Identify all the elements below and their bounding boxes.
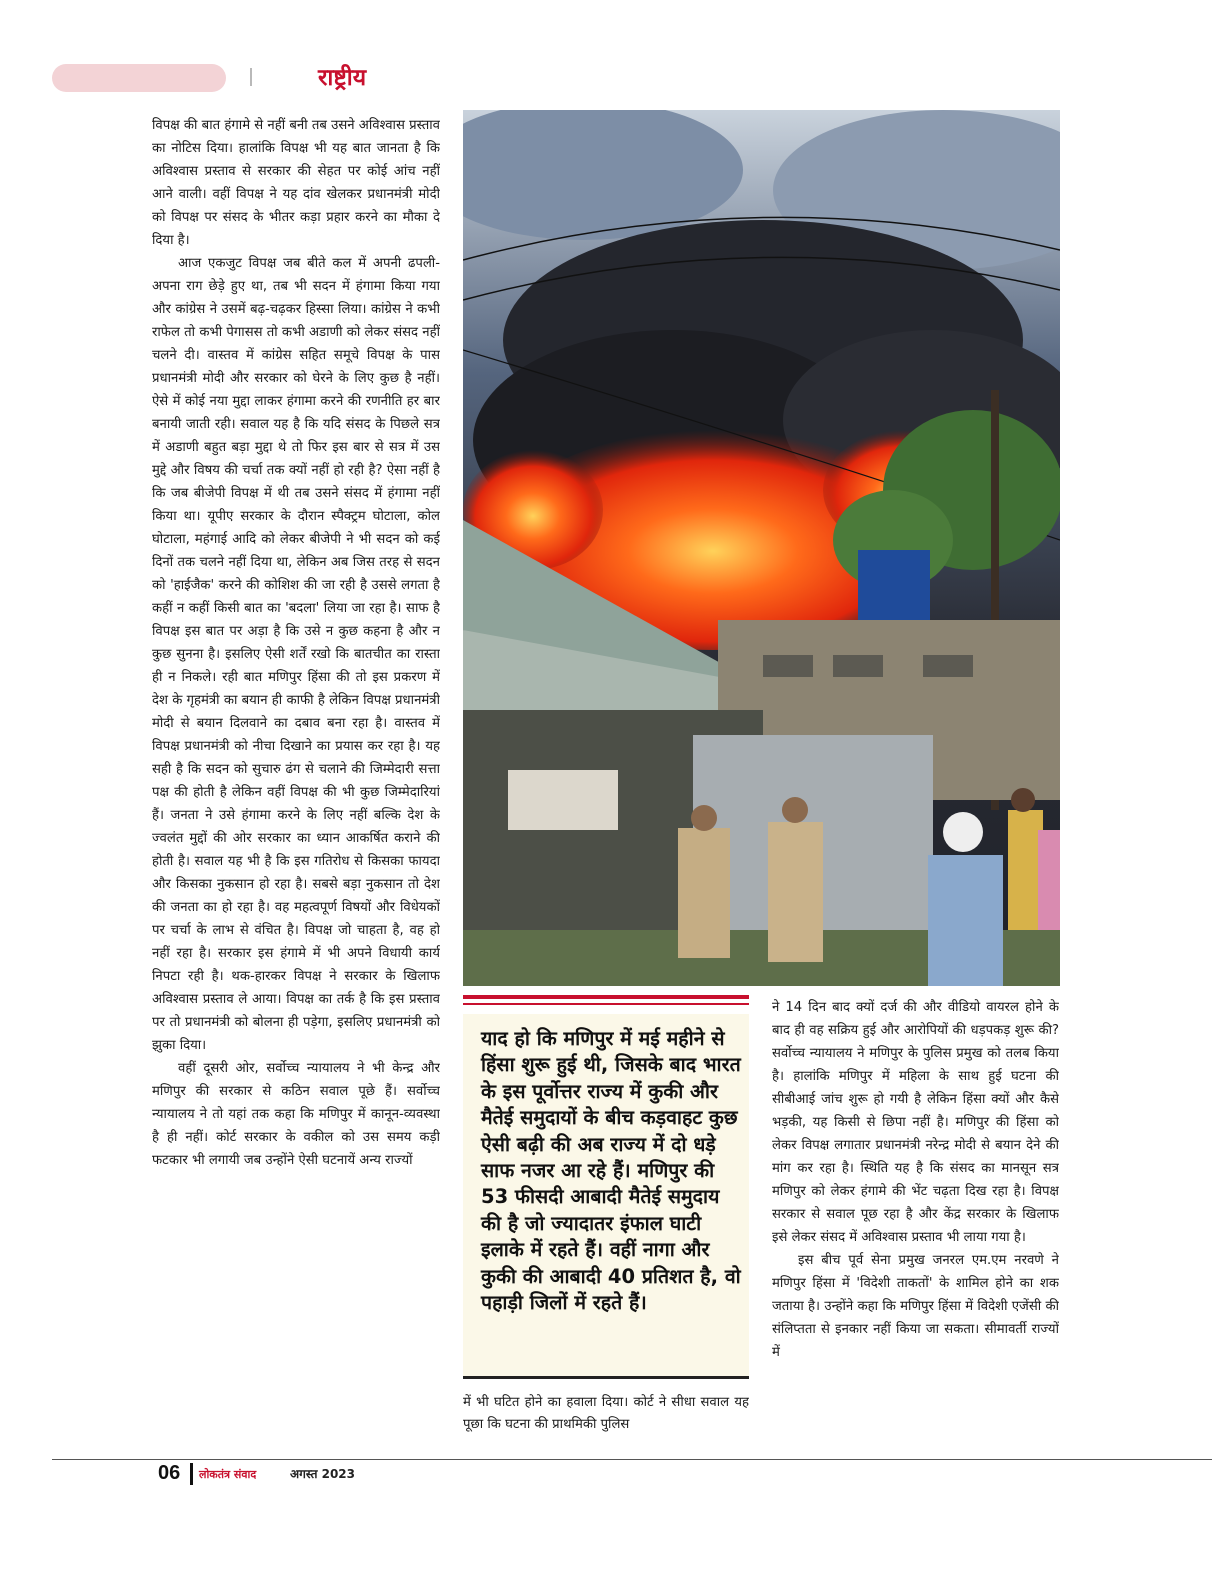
manipur-fire-photo <box>463 110 1060 986</box>
article-column-3 <box>772 996 1059 1444</box>
pullquote-text: याद हो कि मणिपुर में मई महीने से हिंसा शुरू हुई थी, जिसके बाद भारत के इस पूर्वोत्तर राज्य में कुकी और मैतेई समुदायों के बीच कड़वाहट कुछ ऐसी बढ़ी की अब राज्य में दो धड़े साफ नजर आ रहे हैं। मणिपुर की 53 फीसदी आबादी मैतेई समुदाय की है जो ज्यादातर इंफाल घाटी इलाके में रहते हैं। वहीं नागा और कुकी की आबादी 40 प्रतिशत है, वो पहाड़ी जिलों में रहते हैं। <box>481 1027 741 1315</box>
article-paragraph: ने 14 दिन बाद क्यों दर्ज की और वीडियो वायरल होने के बाद ही वह सक्रिय हुई और आरोपियों की धड़पकड़ शुरू की? सर्वोच्च न्यायालय ने मणिपुर के पुलिस प्रमुख को तलब किया है। हालांकि मणिपुर में महिला के साथ हुई घटना की सीबीआई जांच शुरू हो गयी है लेकिन हिंसा क्यों और कैसे भड़की, यह किसी से छिपा नहीं है। मणिपुर की हिंसा को लेकर विपक्ष लगातार प्रधानमंत्री नरेन्द्र मोदी से बयान देने की मांग कर रहा है। स्थिति यह है कि संसद का मानसून सत्र मणिपुर को लेकर हंगामे की भेंट चढ़ता दिख रहा है। विपक्ष सरकार से सवाल पूछ रहा है और केंद्र सरकार के खिलाफ इसे लेकर संसद में अविश्वास प्रस्ताव भी लाया गया है। <box>772 1000 1059 1245</box>
section-title: राष्ट्रीय <box>318 65 367 91</box>
article-paragraph: आज एकजुट विपक्ष जब बीते कल में अपनी ढपली-अपना राग छेड़े हुए था, तब भी सदन में हंगामा किया गया और कांग्रेस ने उसमें बढ़-चढ़कर हिस्सा लिया। कांग्रेस ने कभी राफेल तो कभी पेगासस तो कभी अडाणी को लेकर संसद नहीं चलने दी। वास्तव में कांग्रेस सहित समूचे विपक्ष के पास प्रधानमंत्री मोदी और सरकार को घेरने के लिए कुछ है नहीं। ऐसे में कोई नया मुद्दा लाकर हंगामा करने की रणनीति हर बार बनायी जाती रही। सवाल यह है कि यदि संसद के पिछले सत्र में अडाणी बहुत बड़ा मुद्दा थे तो फिर इस बार से सत्र में उस मुद्दे और विषय की चर्चा तक क्यों नहीं हो रही है? ऐसा नहीं है कि जब बीजेपी विपक्ष में थी तब उसने संसद में हंगामा नहीं किया था। यूपीए सरकार के दौरान स्पैक्ट्रम घोटाला, कोल घोटाला, महंगाई आदि को लेकर बीजेपी ने भी सदन को कई दिनों तक चलने नहीं दिया था, लेकिन अब जिस तरह से सदन को 'हाईजैक' करने की कोशिश की जा रही है उससे लगता है कहीं न कहीं किसी बात का 'बदला' लिया जा रहा है। साफ है विपक्ष इस बात पर अड़ा है कि उसे न कुछ कहना है और न कुछ सुनना है। इसलिए ऐसी शर्तें रखो कि बातचीत का रास्ता ही न निकले। रही बात मणिपुर हिंसा की तो इस प्रकरण में देश के गृहमंत्री का बयान ही काफी है लेकिन विपक्ष प्रधानमंत्री मोदी से बयान दिलवाने का दबाव बना रहा है। वास्तव में विपक्ष प्रधानमंत्री को नीचा दिखाने का प्रयास कर रहा है। यह सही है कि सदन को सुचारु ढंग से चलाने की जिम्मेदारी सत्ता पक्ष की होती है लेकिन वहीं विपक्ष की भी कुछ जिम्मेदारियां हैं। जनता ने उसे हंगामा करने के लिए नहीं बल्कि देश के ज्वलंत मुद्दों की ओर सरकार का ध्यान आकर्षित कराने की होती है। सवाल यह भी है कि इस गतिरोध से किसका फायदा और किसका नुकसान हो रहा है। सबसे बड़ा नुकसान तो देश की जनता का हो रहा है। वह महत्वपूर्ण विषयों और विधेयकों पर चर्चा के लाभ से वंचित है। विपक्ष जो चाहता है, वह हो नहीं रहा है। सरकार इस हंगामे में भी अपने विधायी कार्य निपटा रही है। थक-हारकर विपक्ष ने सरकार के खिलाफ अविश्वास प्रस्ताव ले आया। विपक्ष का तर्क है कि इस प्रस्ताव पर तो प्रधानमंत्री को बोलना ही पड़ेगा, इसलिए प्रधानमंत्री को झुका दिया। <box>152 256 440 1053</box>
article-paragraph: में भी घटित होने का हवाला दिया। कोर्ट ने सीधा सवाल यह पूछा कि घटना की प्राथमिकी पुलिस <box>463 1395 749 1432</box>
pullquote-top-rule-thin <box>463 1003 749 1005</box>
footer-separator <box>190 1463 193 1485</box>
article-paragraph: इस बीच पूर्व सेना प्रमुख जनरल एम.एम नरवणे ने मणिपुर हिंसा में 'विदेशी ताकतों' के शामिल होने का शक जताया है। उन्होंने कहा कि मणिपुर हिंसा में विदेशी एजेंसी की संलिप्तता से इनकार नहीं किया जा सकता। सीमावर्ती राज्यों में <box>772 1253 1059 1360</box>
pullquote-bottom-rule <box>463 1376 749 1379</box>
article-column-1 <box>152 114 440 1444</box>
article-paragraph: वहीं दूसरी ओर, सर्वोच्च न्यायालय ने भी केन्द्र और मणिपुर की सरकार से कठिन सवाल पूछे हैं। सर्वोच्च न्यायालय ने तो यहां तक कहा कि मणिपुर में कानून-व्यवस्था है ही नहीं। कोर्ट सरकार के वकील को उस समय कड़ी फटकार भी लगायी जब उन्होंने ऐसी घटनायें अन्य राज्यों <box>152 1061 440 1168</box>
footer-divider <box>52 1459 1212 1460</box>
article-column-2 <box>463 1392 749 1444</box>
pullquote-top-rule <box>463 995 749 999</box>
article-paragraph: विपक्ष की बात हंगामे से नहीं बनी तब उसने अविश्वास प्रस्ताव का नोटिस दिया। हालांकि विपक्ष भी यह बात जानता है कि अविश्वास प्रस्ताव से सरकार की सेहत पर कोई आंच नहीं आने वाली। वहीं विपक्ष ने यह दांव खेलकर प्रधानमंत्री मोदी को विपक्ष पर संसद के भीतर कड़ा प्रहार करने का मौका दे दिया है। <box>152 118 440 248</box>
issue-date: अगस्त 2023 <box>290 1467 356 1481</box>
header-pill-decoration <box>52 64 226 92</box>
page-number: 06 <box>158 1462 181 1484</box>
publication-logo: लोकतंत्र संवाद <box>199 1468 257 1481</box>
pullquote-box <box>463 1014 749 1376</box>
header-separator <box>250 68 252 86</box>
